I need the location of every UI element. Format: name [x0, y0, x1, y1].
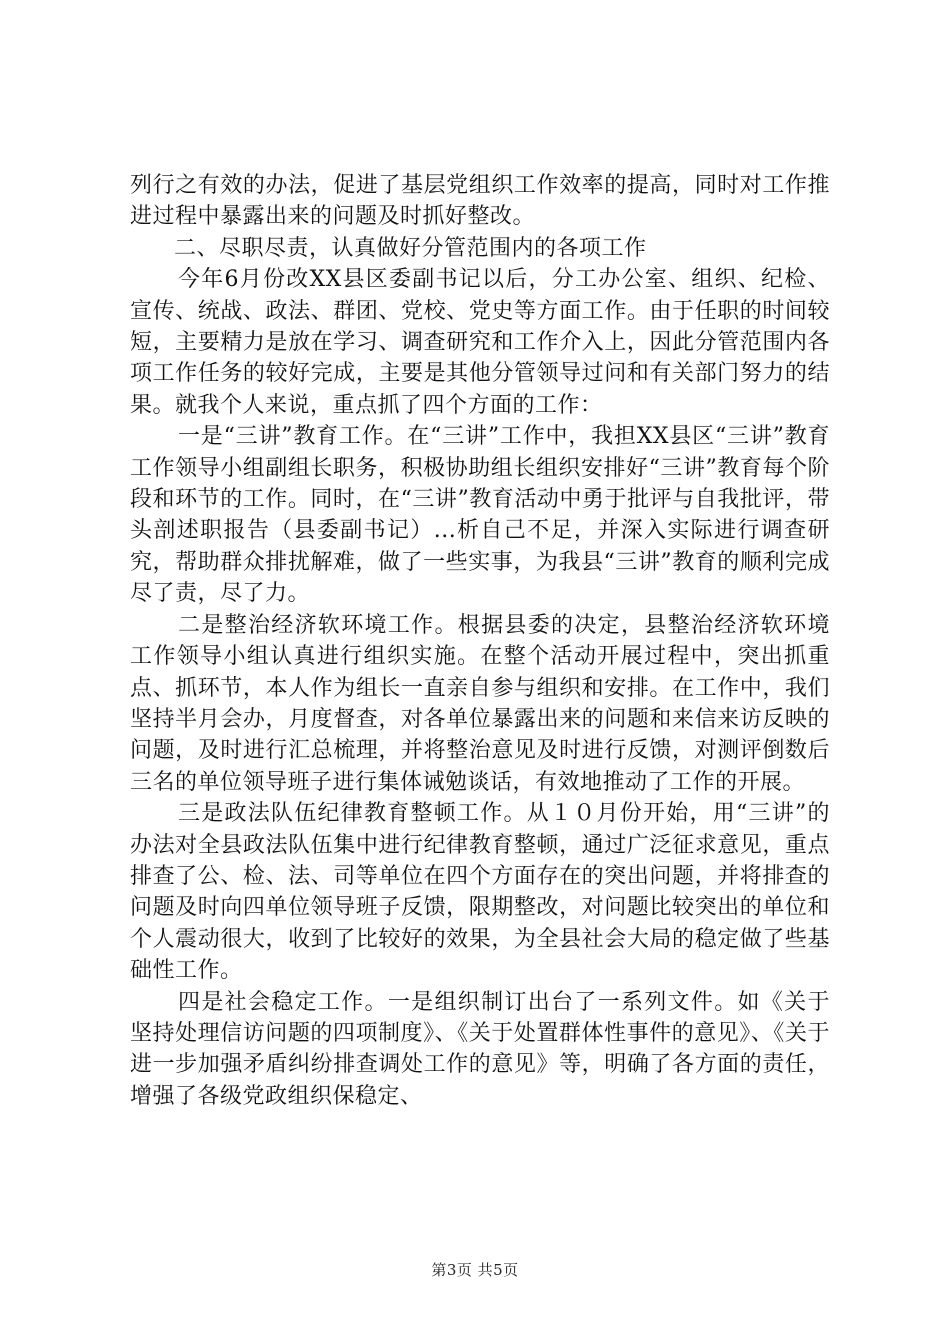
paragraph-intro: 今年6月份改XX县区委副书记以后，分工办公室、组织、纪检、宣传、统战、政法、群团、党校、党史等方面工作。由于任职的时间较短，主要精力是放在学习、调查研究和工作介入上，因此分管范围内各项工作任务的较好完成，主要是其他分管领导过问和有关部门努力的结果。就我个人来说，重点抓了四个方面的工作：: [130, 267, 830, 418]
paragraph-item-three: 三是政法队伍纪律教育整顿工作。从１０月份开始，用“三讲”的办法对全县政法队伍集中进行纪律教育整顿，通过广泛征求意见，重点排查了公、检、法、司等单位在四个方面存在的突出问题，并将排查的问题及时向四单位领导班子反馈，限期整改，对问题比较突出的单位和个人震动很大，收到了比较好的效果，为全县社会大局的稳定做了些基础性工作。: [130, 801, 830, 984]
document-body: [130, 170, 830, 1112]
section-heading: 二、尽职尽责，认真做好分管范围内的各项工作: [174, 235, 647, 261]
paragraph-item-two: 二是整治经济软环境工作。根据县委的决定，县整治经济软环境工作领导小组认真进行组织实施。在整个活动开展过程中，突出抓重点、抓环节，本人作为组长一直亲自参与组织和安排。在工作中，我们坚持半月会办，月度督查，对各单位暴露出来的问题和来信来访反映的问题，及时进行汇总梳理，并将整治意见及时进行反馈，对测评倒数后三名的单位领导班子进行集体诫勉谈话，有效地推动了工作的开展。: [130, 612, 830, 795]
paragraph-continuation: 列行之有效的办法，促进了基层党组织工作效率的提高，同时对工作推进过程中暴露出来的问题及时抓好整改。: [130, 173, 830, 230]
paragraph-item-four: 四是社会稳定工作。一是组织制订出台了一系列文件。如《关于坚持处理信访问题的四项制度》、《关于处置群体性事件的意见》、《关于进一步加强矛盾纠纷排查调处工作的意见》等，明确了各方面的责任，增强了各级党政组织保稳定、: [130, 989, 830, 1109]
paragraph-item-one: 一是“三讲”教育工作。在“三讲”工作中，我担XX县区“三讲”教育工作领导小组副组长职务，积极协助组长组织安排好“三讲”教育每个阶段和环节的工作。同时，在“三讲”教育活动中勇于批评与自我批评，带头剖述职报告（县委副书记）...析自己不足，并深入实际进行调查研究，帮助群众排扰解难，做了一些实事，为我县“三讲”教育的顺利完成尽了责，尽了力。: [130, 424, 830, 607]
page-footer: 第3页 共5页: [431, 1261, 519, 1279]
